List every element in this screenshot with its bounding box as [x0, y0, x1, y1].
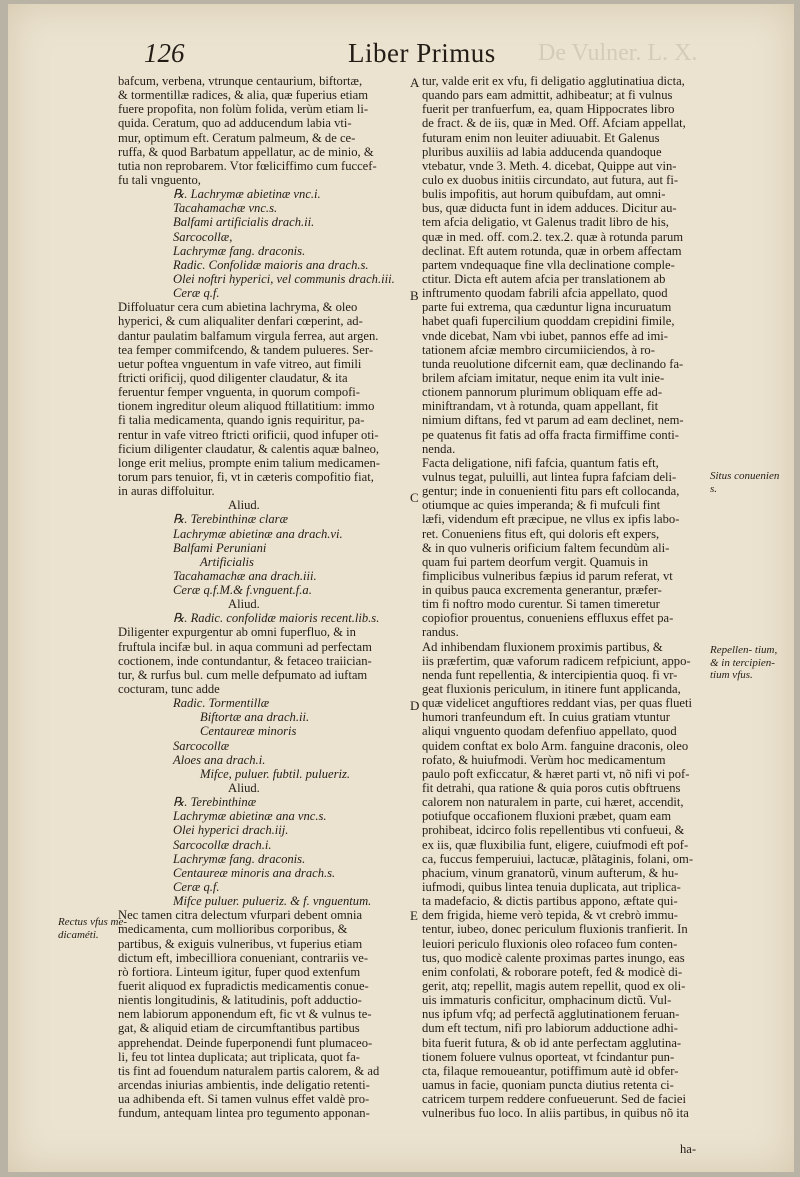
- text-line: ℞. Terebinthinæ claræ: [173, 512, 288, 527]
- text-line: Aloes ana drach.i.: [173, 752, 266, 767]
- text-line: Balfami artificialis drach.ii.: [173, 215, 315, 230]
- text-line: Lachrymæ fang. draconis.: [173, 851, 306, 866]
- text-line: Aliud.: [228, 498, 260, 513]
- text-line: tur, valde erit ex vfu, fi deligatio agglutinatiua dicta,: [422, 74, 685, 88]
- text-line: parte fui extrema, qua cæduntur ligna incuruatum: [422, 300, 672, 315]
- text-line: calorem non naturalem in parte, cui hæret, accendit,: [422, 795, 684, 810]
- text-line: quam fui partem deorfum vergit. Quamuis in: [422, 554, 649, 569]
- text-line: brilem afciam imitatur, neque enim ita vult inie-: [422, 370, 665, 385]
- text-line: apprehendat. Deinde fuperponendi funt plumaceo-: [118, 1035, 373, 1050]
- text-line: Sarcocollæ: [173, 738, 230, 753]
- text-line: Artificialis: [200, 554, 254, 569]
- text-line: rofato, & huiufmodi. Verùm hoc medicamentum: [422, 752, 666, 767]
- text-line: Olei noftri hyperici, vel communis drach.iii.: [173, 271, 395, 286]
- text-line: bus, quæ diducta funt in idem adduces. Dicitur au-: [422, 201, 677, 216]
- page-header: [118, 38, 698, 72]
- text-line: randus.: [422, 625, 459, 640]
- text-line: pe quatenus fit fatis ad offa fracta firmiffime conti-: [422, 427, 679, 442]
- text-line: tentur, iubeo, donec periculum fluxionis tranfierit. In: [422, 922, 688, 937]
- text-line: futuram enim non leuiter adiuuabit. Et Galenus: [422, 130, 660, 145]
- text-line: nenda.: [422, 441, 456, 456]
- text-line: tionem foluere vulnus oporteat, vt fcindantur pun-: [422, 1049, 675, 1064]
- text-line: ctitur. Dicta eft autem afcia per translationem ab: [422, 271, 666, 286]
- text-line: Lachrymæ fang. draconis.: [173, 243, 306, 258]
- catchword: ha-: [680, 1142, 697, 1156]
- text-line: & in quo vulneris orificium faltem fecundùm ali-: [422, 540, 670, 555]
- text-line: uetur poftea vnguentum in vafe vitreo, aut fimili: [118, 356, 362, 371]
- text-line: tutia non reprobarem. Vtor fœliciffimo cum fuccef-: [118, 158, 377, 173]
- text-line: otiumque ac quies imperanda; & fi mufculi fint: [422, 498, 661, 513]
- text-line: gentur; inde in conuenienti fitu pars eft collocanda,: [422, 484, 680, 499]
- text-line: fi talia medicamenta, quando ignis requiritur, pa-: [118, 413, 365, 428]
- text-line: phacium, vinum granatorũ, vinum aufterum, & hu-: [422, 865, 679, 880]
- page-number: 126: [144, 38, 185, 68]
- text-line: cta, filaque remoueantur, potiffimum autè id obfer-: [422, 1063, 679, 1078]
- left-column: [118, 74, 410, 1120]
- text-line: potiufque occafionem fluxioni præbet, quam eam: [422, 809, 672, 824]
- text-line: medicamenta, cum mollioribus corporibus, &: [118, 922, 348, 937]
- book-page: [8, 4, 794, 1172]
- text-line: rò fortiora. Linteum igitur, fuper quod extenfum: [118, 964, 361, 979]
- text-line: bita fuerit futura, & ob id ante perfectam agglutina-: [422, 1035, 682, 1050]
- text-line: ℞. Lachrymæ abietinæ vnc.i.: [173, 187, 321, 202]
- text-line: ftricti orificij, quod diligenter claudatur, & ita: [118, 370, 348, 385]
- text-line: Lachrymæ abietinæ ana drach.vi.: [173, 526, 343, 541]
- text-line: fuere propofita, non folùm folida, verùm etiam li-: [118, 102, 369, 117]
- text-line: tus, quo modicè calente proximas partes inungo, eas: [422, 950, 685, 965]
- text-line: culo ex duobus initiis circundato, aut futura, aut fi-: [422, 172, 679, 187]
- text-line: Facta deligatione, nifi fafcia, quantum fatis eft,: [422, 455, 659, 470]
- text-line: Aliud.: [228, 597, 260, 612]
- text-line: gat, & aliquid etiam de circumftantibus partibus: [118, 1021, 360, 1036]
- text-line: hyperici, & cum aliqualiter denfari cœperint, ad-: [118, 314, 363, 329]
- text-line: torum pars tenuior, fi, vt in cæteris compofitio fiat,: [118, 469, 374, 484]
- text-line: Lachrymæ abietinæ ana vnc.s.: [173, 809, 327, 824]
- text-line: Sarcocollæ,: [173, 229, 233, 244]
- text-line: tim fi noftro modo curentur. Si tamen timeretur: [422, 597, 660, 612]
- section-letter-d: D: [410, 698, 420, 713]
- text-line: prohibeat, idcirco folis repellentibus vti confueui, &: [422, 823, 685, 838]
- text-line: Ad inhibendam fluxionem proximis partibus, &: [422, 639, 663, 654]
- text-line: paulo poft exficcatur, & hæret parti vt, nõ nifi vi pof-: [422, 766, 690, 781]
- text-line: aliqui vnguento quodam defenfiuo appellato, quod: [422, 724, 677, 739]
- text-line: Diligenter expurgentur ab omni fuperfluo, & in: [118, 625, 356, 640]
- right-column: [422, 74, 710, 1120]
- text-line: leuiori periculo fluxionis oleo rofaceo fum conten-: [422, 936, 678, 951]
- text-line: bulis impofitis, aut horum quibufdam, aut omni-: [422, 187, 666, 202]
- text-line: coctionem, inde contundantur, & fetaceo traiician-: [118, 653, 372, 668]
- text-line: vulnus tegat, puluilli, aut lintea fupra fafciam deli-: [422, 469, 677, 484]
- marginal-note-situs: Situs conuenien s.: [710, 470, 780, 495]
- text-line: li, feu tot lintea duplicata; aut triplicata, quot fa-: [118, 1049, 360, 1064]
- text-line: de fract. & de iis, quæ in Med. Off. Afciam appellat,: [422, 116, 686, 131]
- text-line: quæ in med. off. com.2. tex.2. quæ à rotunda parum: [422, 229, 684, 244]
- text-line: ta madefacio, & dictis partibus appono, æftate qui-: [422, 894, 678, 909]
- text-line: Sarcocollæ drach.i.: [173, 837, 272, 852]
- text-line: in quibus pauca excrementa generantur, præfer-: [422, 583, 662, 598]
- text-line: ex iis, quæ fluxibilia funt, eligere, cuiufmodi eft pof-: [422, 837, 689, 852]
- text-line: nenda funt repellentia, & intercipientia quoq. fi vr-: [422, 667, 678, 682]
- text-line: Tacahamachæ ana drach.iii.: [173, 568, 317, 583]
- text-line: vulneribus fuo loco. In aliis partibus, in quibus nõ ita: [422, 1106, 689, 1121]
- text-line: inftrumento quodam fabrili afcia appellato, quod: [422, 286, 668, 301]
- text-line: longe erit melius, prompte enim talium medicamen-: [118, 455, 380, 470]
- text-line: Balfami Peruniani: [173, 540, 267, 555]
- text-line: ua adhibenda eft. Si tamen vulnus effet valdè pro-: [118, 1092, 370, 1107]
- text-line: feruentur femper vnguenta, in quorum compofi-: [118, 385, 360, 400]
- section-letter-b: B: [410, 288, 419, 303]
- text-line: ctionem pannorum plurimum obliquam effe ad-: [422, 385, 663, 400]
- text-line: Centaureæ minoris: [200, 724, 297, 739]
- text-line: nus ipfum vfq; ad perfectã agglutinationem feruan-: [422, 1007, 680, 1022]
- text-line: Tacahamachæ vnc.s.: [173, 201, 278, 216]
- text-line: declinat. Eft autem rotunda, quæ in orbem affectam: [422, 243, 682, 258]
- text-line: Nec tamen citra delectum vfurpari debent omnia: [118, 908, 363, 923]
- text-line: dantur paulatim balfamum virgula ferrea, aut argen.: [118, 328, 379, 343]
- text-line: copiofior prouentus, conueniens effluxus effet pa-: [422, 611, 674, 626]
- text-line: fruftula incifæ bul. in aqua communi ad perfectam: [118, 639, 372, 654]
- text-line: in auras diffoluitur.: [118, 484, 215, 499]
- text-line: uamus in facie, quoniam puncta diutius retenta ci-: [422, 1077, 674, 1092]
- marginal-note-repellentium: Repellen- tium, & in tercipien- tium vfus.: [710, 644, 778, 681]
- text-line: fuerit per tranfuerfum, ea, quam Hippocrates libro: [422, 102, 675, 117]
- text-line: ℞. Terebinthinæ: [173, 795, 257, 810]
- text-line: Olei hyperici drach.iij.: [173, 823, 289, 838]
- text-line: partibus, & exiguis vulneribus, vt fuperius etiam: [118, 936, 363, 951]
- text-line: miniftrandam, vt à rotunda, quam appellant, fit: [422, 399, 659, 414]
- text-line: pluribus auxiliis ad labia adducenda quandoque: [422, 144, 662, 159]
- text-line: Ceræ q.f.: [173, 880, 220, 895]
- text-line: & tormentillæ radices, & alia, quæ fuperius etiam: [118, 88, 369, 103]
- text-line: ficium diligenter claudatur, & calentis aquæ balneo,: [118, 441, 380, 456]
- text-line: tem afcia deligatio, vt Galenus tradit libro de his,: [422, 215, 669, 230]
- text-line: ℞. Radic. confolidæ maioris recent.lib.s.: [173, 611, 380, 626]
- text-line: partem vndequaque fine vlla declinatione comple-: [422, 257, 675, 272]
- section-letter-e: E: [410, 908, 418, 923]
- text-line: Ceræ q.f.: [173, 286, 220, 301]
- text-line: fimplicibus vulneribus fæpius id parum referat, vt: [422, 568, 673, 583]
- text-line: cocturam, tunc adde: [118, 682, 220, 697]
- text-line: humori tranfeundum eft. In cuius gratiam vtuntur: [422, 710, 670, 725]
- text-line: vnde dicebat, Nam vbi iubet, pannos effe ad imi-: [422, 328, 668, 343]
- text-line: nientis longitudinis, & latitudinis, poft adductio-: [118, 993, 362, 1008]
- text-line: Radic. Confolidæ maioris ana drach.s.: [173, 257, 369, 272]
- text-line: Ceræ q.f.M.& f.vnguent.f.a.: [173, 583, 312, 598]
- text-line: uis immaturis conficitur, omphacinum dictũ. Vul-: [422, 993, 672, 1008]
- text-line: iufmodi, quibus lintea tenuia duplicata, aut triplica-: [422, 880, 681, 895]
- text-line: Mifce, puluer. fubtil. pulueriz.: [200, 766, 351, 781]
- text-line: arcendas iniurias ambientis, inde deligatio retenti-: [118, 1077, 370, 1092]
- text-line: Centaureæ minoris ana drach.s.: [173, 865, 336, 880]
- text-line: gerit, atq; repellit, magis autem repellit, quod ex oli-: [422, 979, 686, 993]
- text-line: fuerit aliquod ex fupradictis medicamentis conue-: [118, 979, 369, 993]
- marginal-note-rectus: Rectus vfus me- dicaméti.: [58, 916, 128, 941]
- text-line: dum eft tectum, nifi pro labiorum adductione adhi-: [422, 1021, 679, 1036]
- text-line: Radic. Tormentillæ: [173, 696, 270, 711]
- text-line: quæ videlicet anguftiores reddant vias, per quas flueti: [422, 696, 692, 711]
- text-line: tationem afciæ membro circumiiciendos, à ro-: [422, 342, 655, 357]
- text-line: geat fluxionis periculum, in itinere funt applicanda,: [422, 682, 681, 697]
- text-line: nem labiorum apponendum eft, fic vt & vulnus te-: [118, 1007, 372, 1022]
- text-line: catricem turpem reddere confueuerunt. Sed de faciei: [422, 1092, 686, 1107]
- show-through-text: De Vulner. L. X.: [538, 40, 698, 66]
- text-line: dictum eft, imbecilliora conueniant, contrariis ve-: [118, 950, 369, 965]
- text-line: iis præfertim, quæ vaforum radicem refpiciunt, appo-: [422, 653, 691, 668]
- text-line: vtebatur, vnde 3. Meth. 4. dicebat, Quippe aut vin-: [422, 158, 677, 173]
- text-line: Mifce puluer. pulueriz. & f. vnguentum.: [173, 894, 372, 909]
- text-line: læfi, videndum eft præcipue, ne vllus ex ipfis labo-: [422, 512, 680, 527]
- text-line: tionem ingreditur oleum aliquod ftillatitium: immo: [118, 399, 375, 414]
- text-line: Diffoluatur cera cum abietina lachryma, & oleo: [118, 300, 358, 315]
- text-line: enim confolati, & roborare poteft, fed & modicè di-: [422, 964, 683, 979]
- text-line: ret. Conueniens fitus eft, qui doloris eft expers,: [422, 526, 660, 541]
- text-line: tis fint ad fouendum naturalem partis calorem, & ad: [118, 1063, 380, 1078]
- text-line: quidem conftat ex bolo Arm. fanguine draconis, oleo: [422, 738, 689, 753]
- text-line: bafcum, verbena, vtrunque centaurium, biftortæ,: [118, 74, 363, 88]
- text-line: ruffa, & quod Barbatum appellatur, ac de minio, &: [118, 144, 374, 159]
- text-line: fu tali vnguento,: [118, 172, 201, 187]
- text-line: tea femper commifcendo, & tandem pulueres. Ser-: [118, 342, 374, 357]
- text-line: fundum, antequam lintea pro tegumento apponan-: [118, 1106, 370, 1121]
- text-line: tunda reuolutione difcernit eam, quæ declinando fa-: [422, 356, 684, 371]
- text-line: tur, & rurfus bul. cum melle defpumato ad iuftam: [118, 667, 368, 682]
- text-line: quida. Ceratum, quo ad adducendum labia vti-: [118, 116, 352, 131]
- section-letter-c: C: [410, 490, 419, 505]
- text-line: habet quafi fupercilium quoddam crepidini fimile,: [422, 314, 675, 329]
- text-line: nimium diftans, fed vt parum ad eam declinet, nem-: [422, 413, 684, 428]
- section-letter-a: A: [410, 75, 420, 90]
- running-head: Liber Primus: [348, 38, 496, 68]
- text-line: dem frigida, hieme verò tepida, & vt crebrò immu-: [422, 908, 678, 923]
- text-line: rentur in vafe vitreo ftricti orificii, quod infuper oti-: [118, 427, 379, 442]
- text-line: mur, optimum eft. Ceratum palmeum, & de ce-: [118, 130, 356, 145]
- text-line: quando pars eam admittit, adhibeatur; at fi vulnus: [422, 88, 673, 103]
- text-line: ca, fuccus femperuiui, lactucæ, plãtaginis, folani, om-: [422, 851, 694, 866]
- text-line: fit detrahi, qua ratione & quia poros cutis obftruens: [422, 781, 681, 796]
- text-line: Aliud.: [228, 781, 260, 796]
- text-line: Biftortæ ana drach.ii.: [200, 710, 310, 725]
